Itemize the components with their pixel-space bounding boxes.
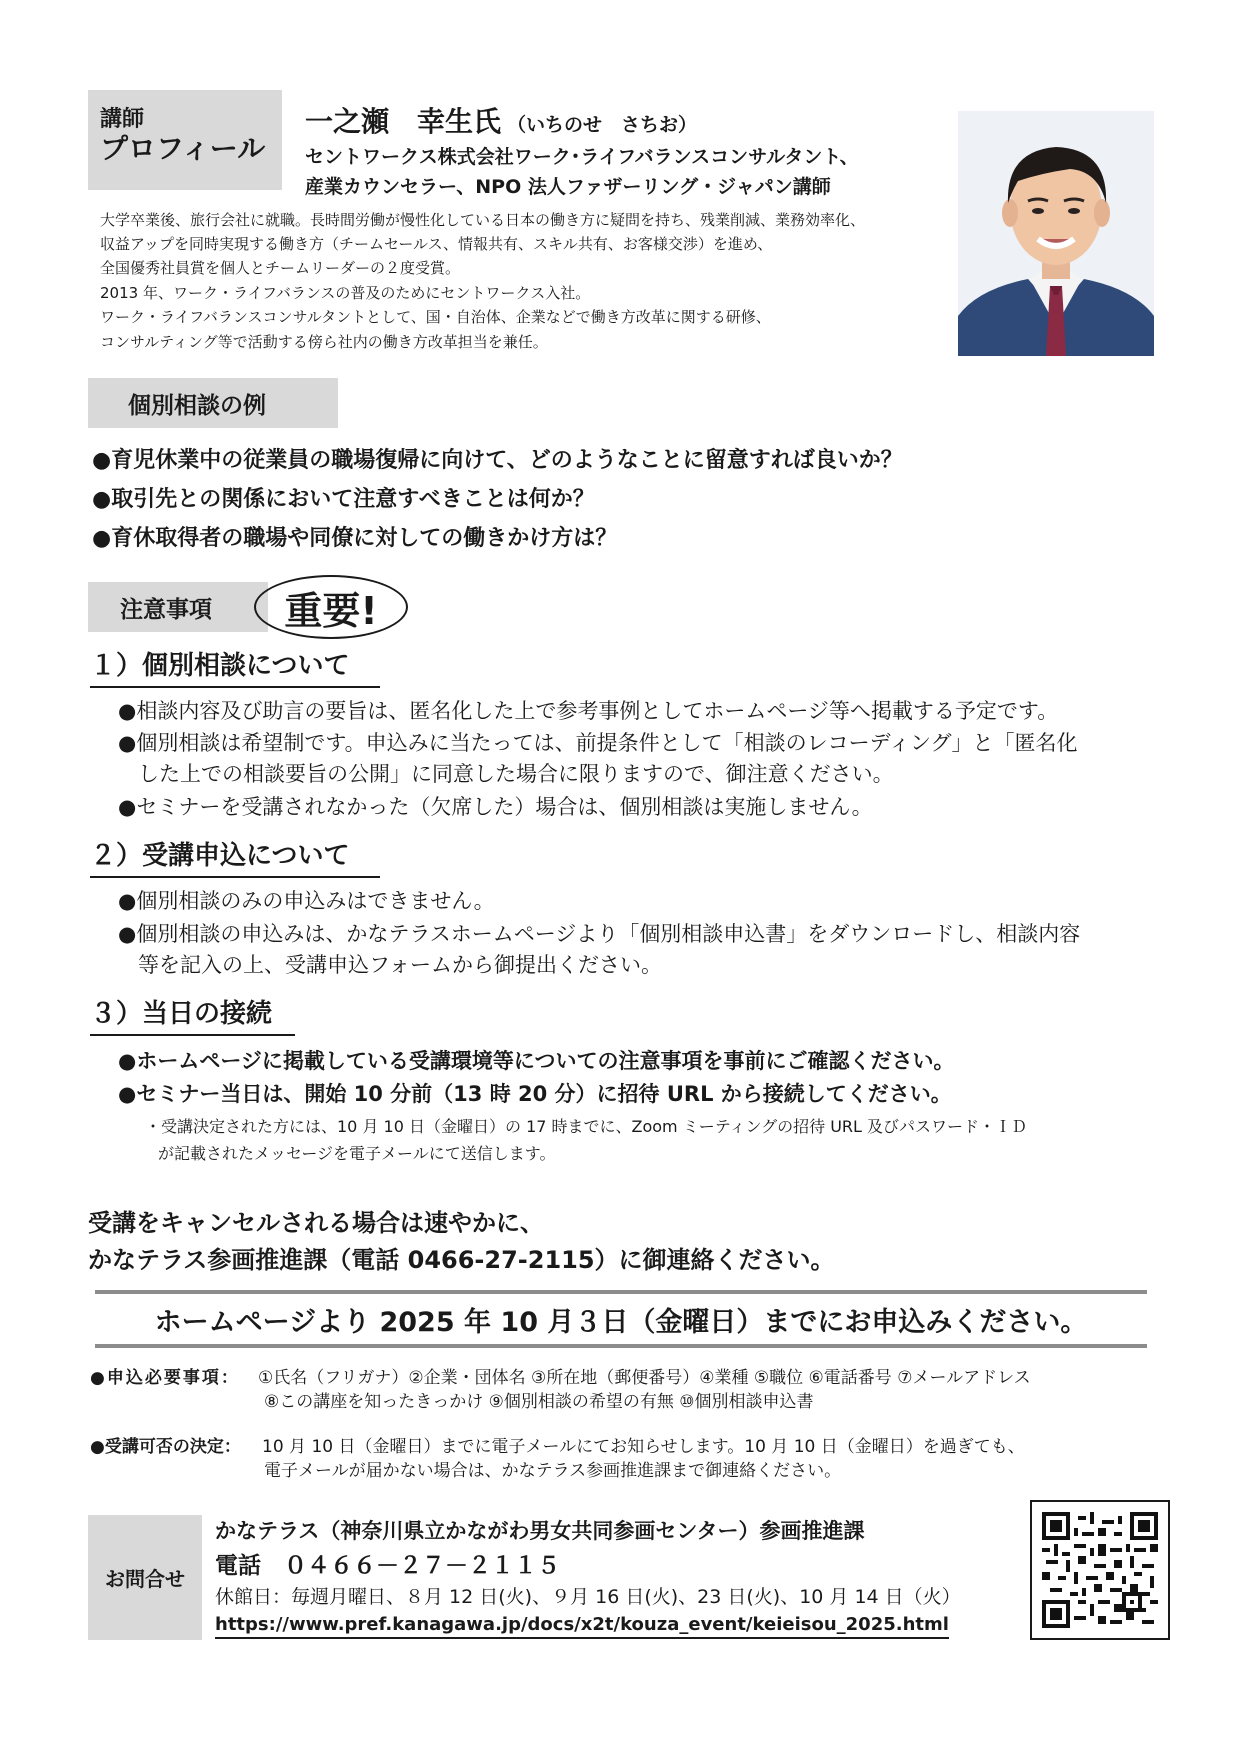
important-badge: 重要! xyxy=(254,575,408,639)
profile-label-line1: 講師 xyxy=(100,107,145,132)
lecturer-portrait-image xyxy=(958,111,1154,356)
contact-url-link[interactable]: https://www.pref.kanagawa.jp/docs/x2t/kouza_event/keieisou_2025.html xyxy=(215,1614,949,1639)
section1-line: ●相談内容及び助言の要旨は、匿名化した上で参考事例としてホームページ等へ掲載する予定です。 xyxy=(118,699,1059,723)
section2-line: ●個別相談の申込みは、かなテラスホームページより「個別相談申込書」をダウンロードし、相談内容 xyxy=(118,922,1081,946)
bio-line: 収益アップを同時実現する働き方（チームセールス、情報共有、スキル共有、お客様交渉）を進め、 xyxy=(100,235,773,253)
contact-label: お問合せ xyxy=(88,1515,202,1640)
section1-title: １）個別相談について xyxy=(90,645,380,688)
bio-line: 全国優秀社員賞を個人とチームリーダーの２度受賞。 xyxy=(100,259,461,277)
section3-title: ３）当日の接続 xyxy=(90,993,295,1036)
section2-line: 等を記入の上、受講申込フォームから御提出ください。 xyxy=(138,953,662,977)
section3-subnote: ・受講決定された方には、10 月 10 日（金曜日）の 17 時までに、Zoom ミーティングの招待 URL 及びパスワード・ＩＤ xyxy=(145,1117,1028,1136)
profile-label xyxy=(88,90,282,190)
example-item: ●育休取得者の職場や同僚に対しての働きかけ方は？ xyxy=(92,526,618,551)
contact-closed-days: 休館日：毎週月曜日、８月 12 日(火)、９月 16 日(火)、23 日(火)、10 月 14 日（火） xyxy=(215,1586,961,1608)
section2-line: ●個別相談のみの申込みはできません。 xyxy=(118,889,495,913)
contact-org: かなテラス（神奈川県立かながわ男女共同参画センター）参画推進課 xyxy=(215,1519,865,1543)
bio-line: 大学卒業後、旅行会社に就職。長時間労働が慢性化している日本の働き方に疑問を持ち、残業削減、業務効率化、 xyxy=(100,211,866,229)
example-item: ●取引先との関係において注意すべきことは何か？ xyxy=(92,487,595,512)
section2-title: ２）受講申込について xyxy=(90,835,380,878)
section1-line: した上での相談要旨の公開」に同意した場合に限りますので、御注意ください。 xyxy=(138,762,894,786)
lecturer-photo xyxy=(958,111,1154,356)
section1-line: ●個別相談は希望制です。申込みに当たっては、前提条件として「相談のレコーディング」と「匿名化 xyxy=(118,731,1078,755)
section1-line: ●セミナーを受講されなかった（欠席した）場合は、個別相談は実施しません。 xyxy=(118,795,873,819)
requirements-line2: ⑧この講座を知ったきっかけ ⑨個別相談の希望の有無 ⑩個別相談申込書 xyxy=(264,1392,814,1412)
bio-line: 2013 年、ワーク・ライフバランスの普及のためにセントワークス入社。 xyxy=(100,284,591,302)
cancel-line1: 受講をキャンセルされる場合は速やかに、 xyxy=(88,1209,544,1237)
lecturer-name-kana: （いちのせ さちお） xyxy=(507,114,698,136)
lecturer-name xyxy=(305,100,697,140)
examples-header: 個別相談の例 xyxy=(88,378,338,428)
decision-line2: 電子メールが届かない場合は、かなテラス参画推進課まで御連絡ください。 xyxy=(264,1461,842,1481)
contact-phone: 電話 ０４６６－２７－２１１５ xyxy=(215,1553,560,1579)
section3-line: ●セミナー当日は、開始 10 分前（13 時 20 分）に招待 URL から接続してください。 xyxy=(118,1082,952,1106)
lecturer-title-line1: セントワークス株式会社ワーク･ライフバランスコンサルタント、 xyxy=(305,146,859,168)
section3-subnote: が記載されたメッセージを電子メールにて送信します。 xyxy=(158,1144,556,1163)
example-item: ●育児休業中の従業員の職場復帰に向けて、どのようなことに留意すれば良いか？ xyxy=(92,448,903,473)
bio-line: ワーク・ライフバランスコンサルタントとして、国・自治体、企業などで働き方改革に関する研修、 xyxy=(100,308,771,326)
notice-header: 注意事項 xyxy=(88,582,268,632)
decision-label: ●受講可否の決定： xyxy=(90,1437,241,1457)
requirements-line1: ①氏名（フリガナ）②企業・団体名 ③所在地（郵便番号）④業種 ⑤職位 ⑥電話番号 ⑦メールアドレス xyxy=(258,1368,1031,1388)
requirements-label: ●申込必要事項： xyxy=(90,1368,240,1388)
cancel-line2: かなテラス参画推進課（電話 0466-27-2115）に御連絡ください。 xyxy=(88,1246,835,1274)
bio-line: コンサルティング等で活動する傍ら社内の働き方改革担当を兼任。 xyxy=(100,333,548,351)
qr-code-image xyxy=(1042,1512,1158,1628)
decision-line1: 10 月 10 日（金曜日）までに電子メールにてお知らせします。10 月 10 日（金曜日）を過ぎても、 xyxy=(262,1437,1025,1457)
lecturer-title-line2: 産業カウンセラー、NPO 法人ファザーリング・ジャパン講師 xyxy=(305,176,831,198)
profile-label-line2: プロフィール xyxy=(100,132,266,165)
section3-line: ●ホームページに掲載している受講環境等についての注意事項を事前にご確認ください。 xyxy=(118,1049,955,1073)
deadline-banner: ホームページより 2025 年 10 月３日（金曜日）までにお申込みください。 xyxy=(95,1290,1147,1348)
lecturer-name-text: 一之瀬 幸生氏 xyxy=(305,105,502,138)
qr-code[interactable] xyxy=(1030,1500,1170,1640)
